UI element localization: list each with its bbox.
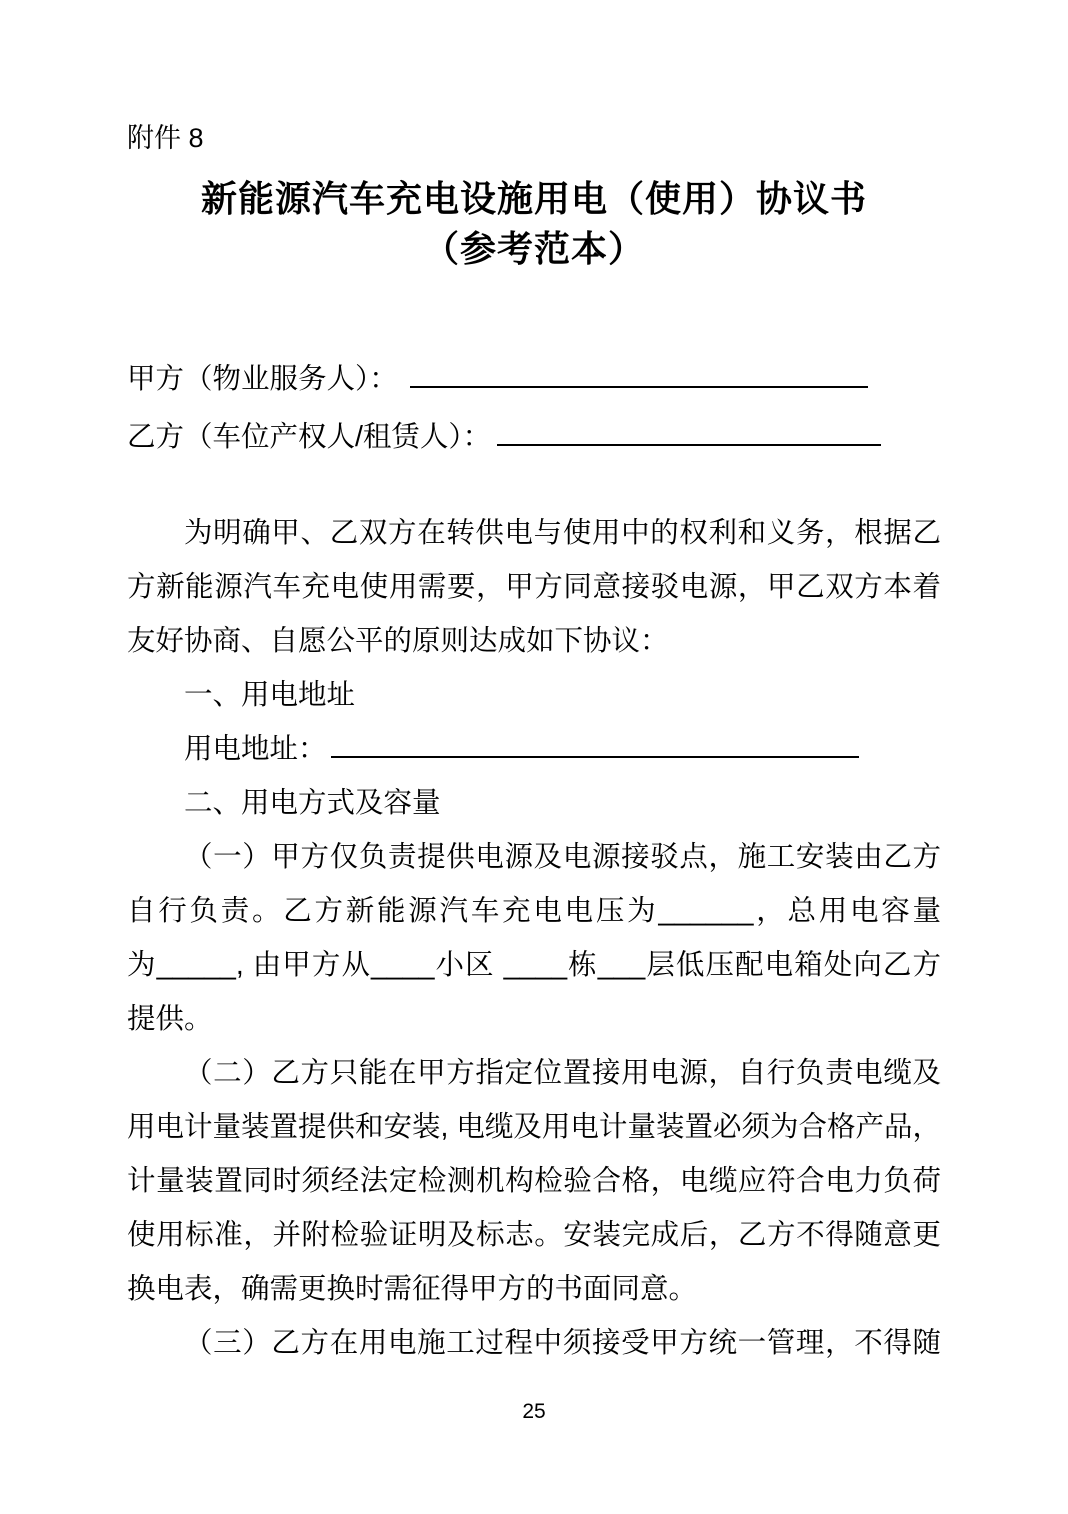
clause-2-line: 使用标准，并附检验证明及标志。安装完成后，乙方不得随意更: [127, 1219, 941, 1251]
clause-1-line: 提供。: [127, 1003, 213, 1035]
power-address-line: [127, 722, 941, 776]
clause-1-line: 自行负责。乙方新能源汽车充电电压为______，总用电容量: [127, 895, 941, 927]
document-title-line1: 新能源汽车充电设施用电（使用）协议书: [200, 178, 867, 219]
page-number: 25: [522, 1400, 546, 1423]
party-b-fill-in-blank: [497, 418, 881, 446]
party-a-line: [127, 350, 941, 408]
party-b-line: [127, 408, 941, 466]
power-address-fill-in-blank: [331, 730, 859, 758]
preamble-line: 友好协商、自愿公平的原则达成如下协议：: [127, 625, 669, 657]
clause-1-line: 为_____, 由甲方从____小区 ____栋___层低压配电箱处向乙方: [127, 949, 941, 981]
preamble-line: 为明确甲、乙双方在转供电与使用中的权利和义务，根据乙: [184, 517, 941, 549]
party-b-label: 乙方（车位产权人/租赁人）：: [127, 421, 492, 453]
party-a-fill-in-blank: [410, 360, 868, 388]
clause-2-line: 用电计量装置提供和安装, 电缆及用电计量装置必须为合格产品，: [127, 1111, 941, 1143]
clause-2-line: 计量装置同时须经法定检测机构检验合格，电缆应符合电力负荷: [127, 1165, 941, 1197]
agreement-body: [127, 506, 941, 1370]
clause-3-line: （三）乙方在用电施工过程中须接受甲方统一管理，不得随: [184, 1327, 941, 1359]
party-a-label: 甲方（物业服务人）：: [127, 363, 398, 395]
attachment-label: 附件 8: [127, 123, 204, 153]
power-address-label: 用电地址：: [184, 733, 327, 765]
document-title-line2: （参考范本）: [422, 228, 645, 269]
clause-2-line: 换电表，确需更换时需征得甲方的书面同意。: [127, 1273, 698, 1305]
section-heading-power-mode-capacity: 二、用电方式及容量: [184, 787, 441, 819]
section-heading-power-address: 一、用电地址: [184, 679, 356, 711]
preamble-line: 方新能源汽车充电使用需要，甲方同意接驳电源，甲乙双方本着: [127, 571, 941, 603]
clause-2-line: （二）乙方只能在甲方指定位置接用电源，自行负责电缆及: [184, 1057, 941, 1089]
clause-1-line: （一）甲方仅负责提供电源及电源接驳点，施工安装由乙方: [184, 841, 941, 873]
parties-section: [127, 350, 941, 466]
